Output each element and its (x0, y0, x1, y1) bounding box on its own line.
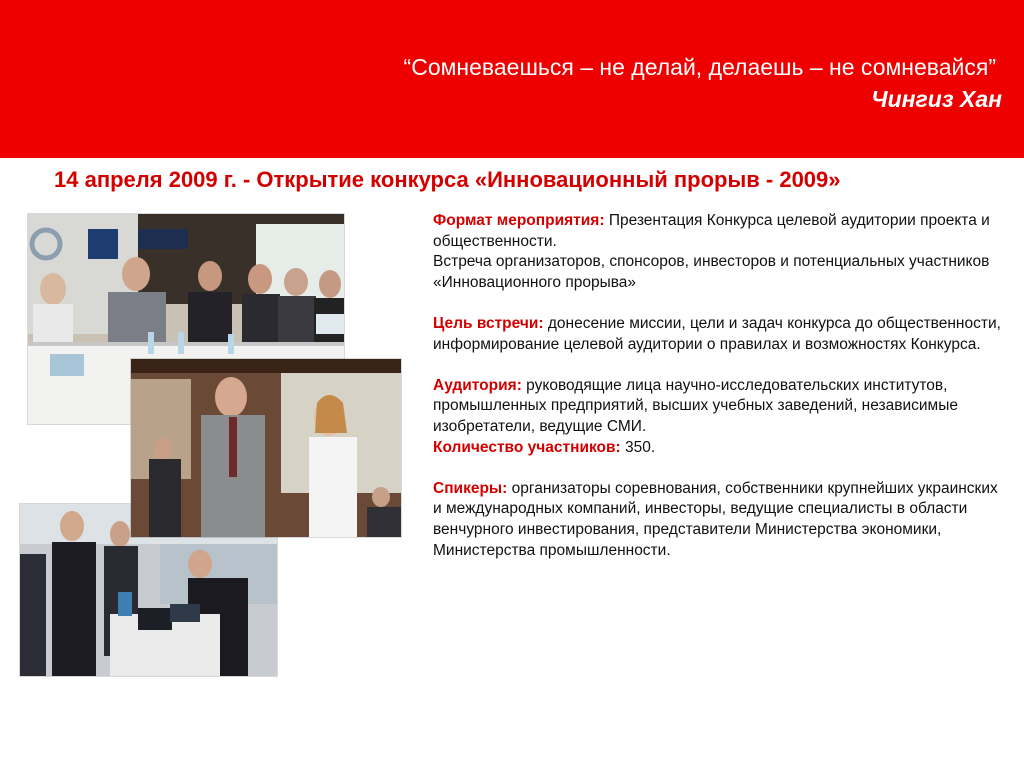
goal-text: донесение миссии, цели и задач конкурса до общественности, информирование целевой аудитории о правилах и возможностях Конкурса. (433, 314, 1001, 353)
goal-section (433, 314, 1003, 355)
speakers-label: Спикеры: (433, 479, 508, 497)
goal-label: Цель встречи: (433, 314, 544, 332)
audience-section (433, 376, 1003, 458)
audience-text: руководящие лица научно-исследовательских институтов, промышленных предприятий, высших учебных заведений, независимые изобретатели, ведущие СМИ. (433, 376, 958, 435)
quote-text: “Сомневаешься – не делай, делаешь – не сомневайся” (403, 54, 996, 80)
participants-count: 350. (625, 438, 656, 456)
format-text: Презентация Конкурса целевой аудитории проекта и общественности. (433, 212, 990, 250)
participants-label: Количество участников: (433, 438, 621, 456)
audience-label: Аудитория: (433, 376, 522, 394)
speakers-text: организаторы соревнования, собственники крупнейших украинских и международных компаний, инвесторы, ведущие специалисты в области венчурного инвестирования, представители Министерства экономики, Министерства промышленности. (433, 479, 998, 559)
format-label: Формат мероприятия: (433, 212, 605, 229)
header-banner (0, 0, 1024, 158)
photo-conversation (131, 359, 401, 537)
quote-author: Чингиз Хан (871, 86, 1002, 112)
event-description (433, 211, 1003, 582)
format-section (433, 211, 1003, 293)
page-title: 14 апреля 2009 г. - Открытие конкурса «Инновационный прорыв - 2009» (54, 167, 841, 192)
format-text-2: Встреча организаторов, спонсоров, инвесторов и потенциальных участников «Инновационного прорыва» (433, 253, 990, 291)
speakers-section (433, 479, 1003, 561)
